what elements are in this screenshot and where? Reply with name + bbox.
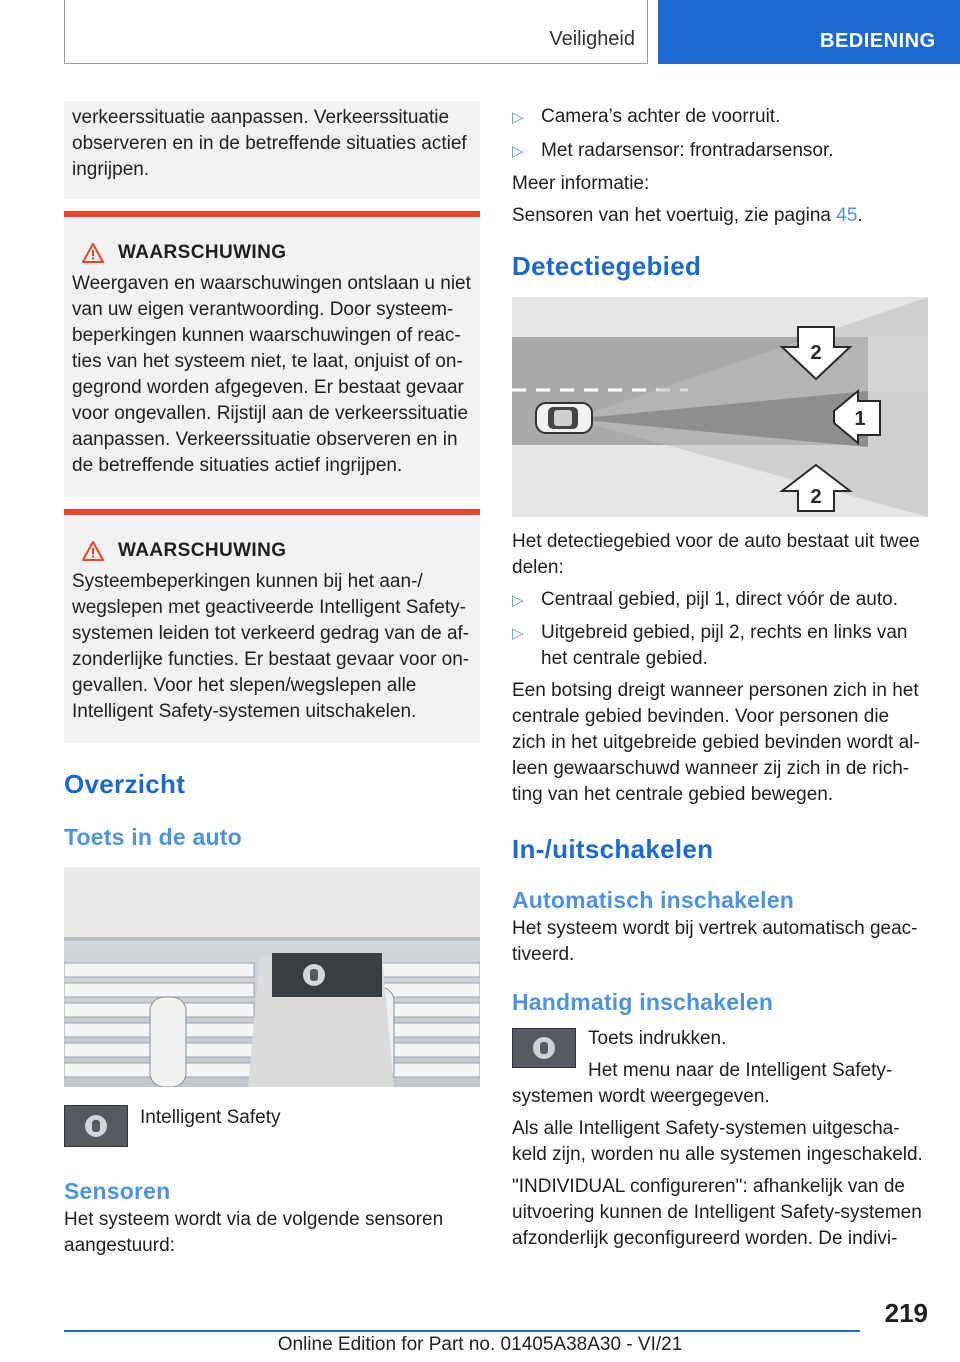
sensoren-text: Het systeem wordt via de volgende sensoren aangestuurd: <box>64 1209 444 1256</box>
left-column <box>64 101 480 1259</box>
warning-title-2: WAARSCHUWING <box>82 537 472 565</box>
right-column <box>512 101 928 1252</box>
section-heading-detectiegebied: Detectiegebied <box>512 251 702 281</box>
warning-triangle-icon <box>82 243 104 263</box>
dashboard-illustration <box>64 867 480 1087</box>
header-frame <box>64 0 648 64</box>
subheading-toets-in-de-auto: Toets in de auto <box>64 824 242 850</box>
meer-informatie: Meer informatie: <box>512 173 650 194</box>
handmatig-text-1: Het menu naar de Intelligent Safety-systemen wordt weergegeven. <box>512 1060 893 1107</box>
botsing-text: Een botsing dreigt wanneer personen zich in het centrale gebied bevinden. Voor personen die zich in het uitgebreide gebied bevinden wordt alleen gewaarschuwd wanneer zij zich in de richting van het centrale gebied bewegen. <box>512 680 920 805</box>
warning-text-1: Weergaven en waarschuwingen ontslaan u niet van uw eigen verantwoording. Door systeembeperkingen kunnen waarschuwingen of reacties van het systeem niet, te laat, onjuist of ongegrond worden afgegeven. Er bestaat gevaar voor ongevallen. Rijstijl aan de verkeerssituatie aanpassen. Verkeerssituatie observeren en in de betreffende situaties actief ingrijpen. <box>72 273 471 476</box>
handmatig-step: Toets indrukken. <box>588 1028 727 1049</box>
section-heading-overzicht: Overzicht <box>64 769 186 799</box>
triangle-bullet-icon: ▷ <box>512 592 524 609</box>
warning-triangle-icon <box>82 541 104 561</box>
automatisch-text: Het systeem wordt bij vertrek automatisch geactiveerd. <box>512 918 918 965</box>
list-item: ▷ Camera’s achter de voorruit. <box>512 104 928 131</box>
warning-box-1 <box>64 211 480 497</box>
detection-area-diagram <box>512 297 928 517</box>
car-icon <box>536 403 592 433</box>
warning-title-1: WAARSCHUWING <box>82 239 472 267</box>
intelligent-safety-button-image <box>64 1105 128 1147</box>
list-item: ▷ Centraal gebied, pijl 1, direct vóór de auto. <box>512 587 928 614</box>
section-heading-in-uitschakelen: In-/uitschakelen <box>512 834 714 864</box>
continuation-text: verkeerssituatie aanpassen. Verkeerssituatie observeren en in de betreffende situaties actief ingrijpen. <box>72 107 467 180</box>
button-caption: Intelligent Safety <box>140 1107 281 1128</box>
car-icon <box>540 1042 548 1054</box>
footer-divider <box>64 1330 860 1332</box>
sensoren-reference: Sensoren van het voertuig, zie pagina 45. <box>512 205 863 226</box>
list-item: ▷ Met radarsensor: frontradarsensor. <box>512 138 928 165</box>
handmatig-block <box>512 1026 928 1110</box>
diagram-label: 1 <box>854 408 866 430</box>
diagram-label: 2 <box>810 342 822 364</box>
diagram-label: 2 <box>810 486 822 508</box>
list-item: ▷ Uitgebreid gebied, pijl 2, rechts en links van het centrale gebied. <box>512 622 908 669</box>
car-icon <box>92 1120 100 1132</box>
page-number: 219 <box>884 1298 928 1328</box>
warning-text-2: Systeembeperkingen kunnen bij het aan-/ wegslepen met geactiveerde Intelligent Safety-systemen leiden tot verkeerd gedrag van de afzonderlijke functies. Er bestaat gevaar voor ongevallen. Voor het slepen/wegslepen alle Intelligent Safety-systemen uitschakelen. <box>72 571 470 722</box>
warning-box-2 <box>64 509 480 743</box>
header-section-title: Veiligheid <box>549 28 635 50</box>
previous-warning-continuation <box>64 101 480 199</box>
button-legend <box>64 1105 480 1147</box>
handmatig-text-3: "INDIVIDUAL configureren": afhankelijk van de uitvoering kunnen de Intelligent Safety-systemen afzonderlijk geconfigureerd worden. De indivi- <box>512 1176 922 1249</box>
handmatig-text-2: Als alle Intelligent Safety-systemen uitgeschakeld zijn, worden nu alle systemen ingeschakeld. <box>512 1118 923 1165</box>
header-chapter-tab: BEDIENING <box>658 0 960 64</box>
dashboard-button-photo <box>64 867 480 1087</box>
triangle-bullet-icon: ▷ <box>512 143 524 160</box>
triangle-bullet-icon: ▷ <box>512 625 524 642</box>
subheading-handmatig: Handmatig inschakelen <box>512 989 774 1015</box>
triangle-bullet-icon: ▷ <box>512 109 524 126</box>
subheading-sensoren: Sensoren <box>64 1178 171 1204</box>
subheading-automatisch: Automatisch inschakelen <box>512 887 794 913</box>
footer-edition: Online Edition for Part no. 01405A38A30 - VI/21 <box>277 1334 683 1355</box>
detectie-text: Het detectiegebied voor de auto bestaat uit twee delen: <box>512 531 920 578</box>
intelligent-safety-button-image <box>512 1028 576 1068</box>
page-link[interactable]: 45 <box>836 205 858 226</box>
